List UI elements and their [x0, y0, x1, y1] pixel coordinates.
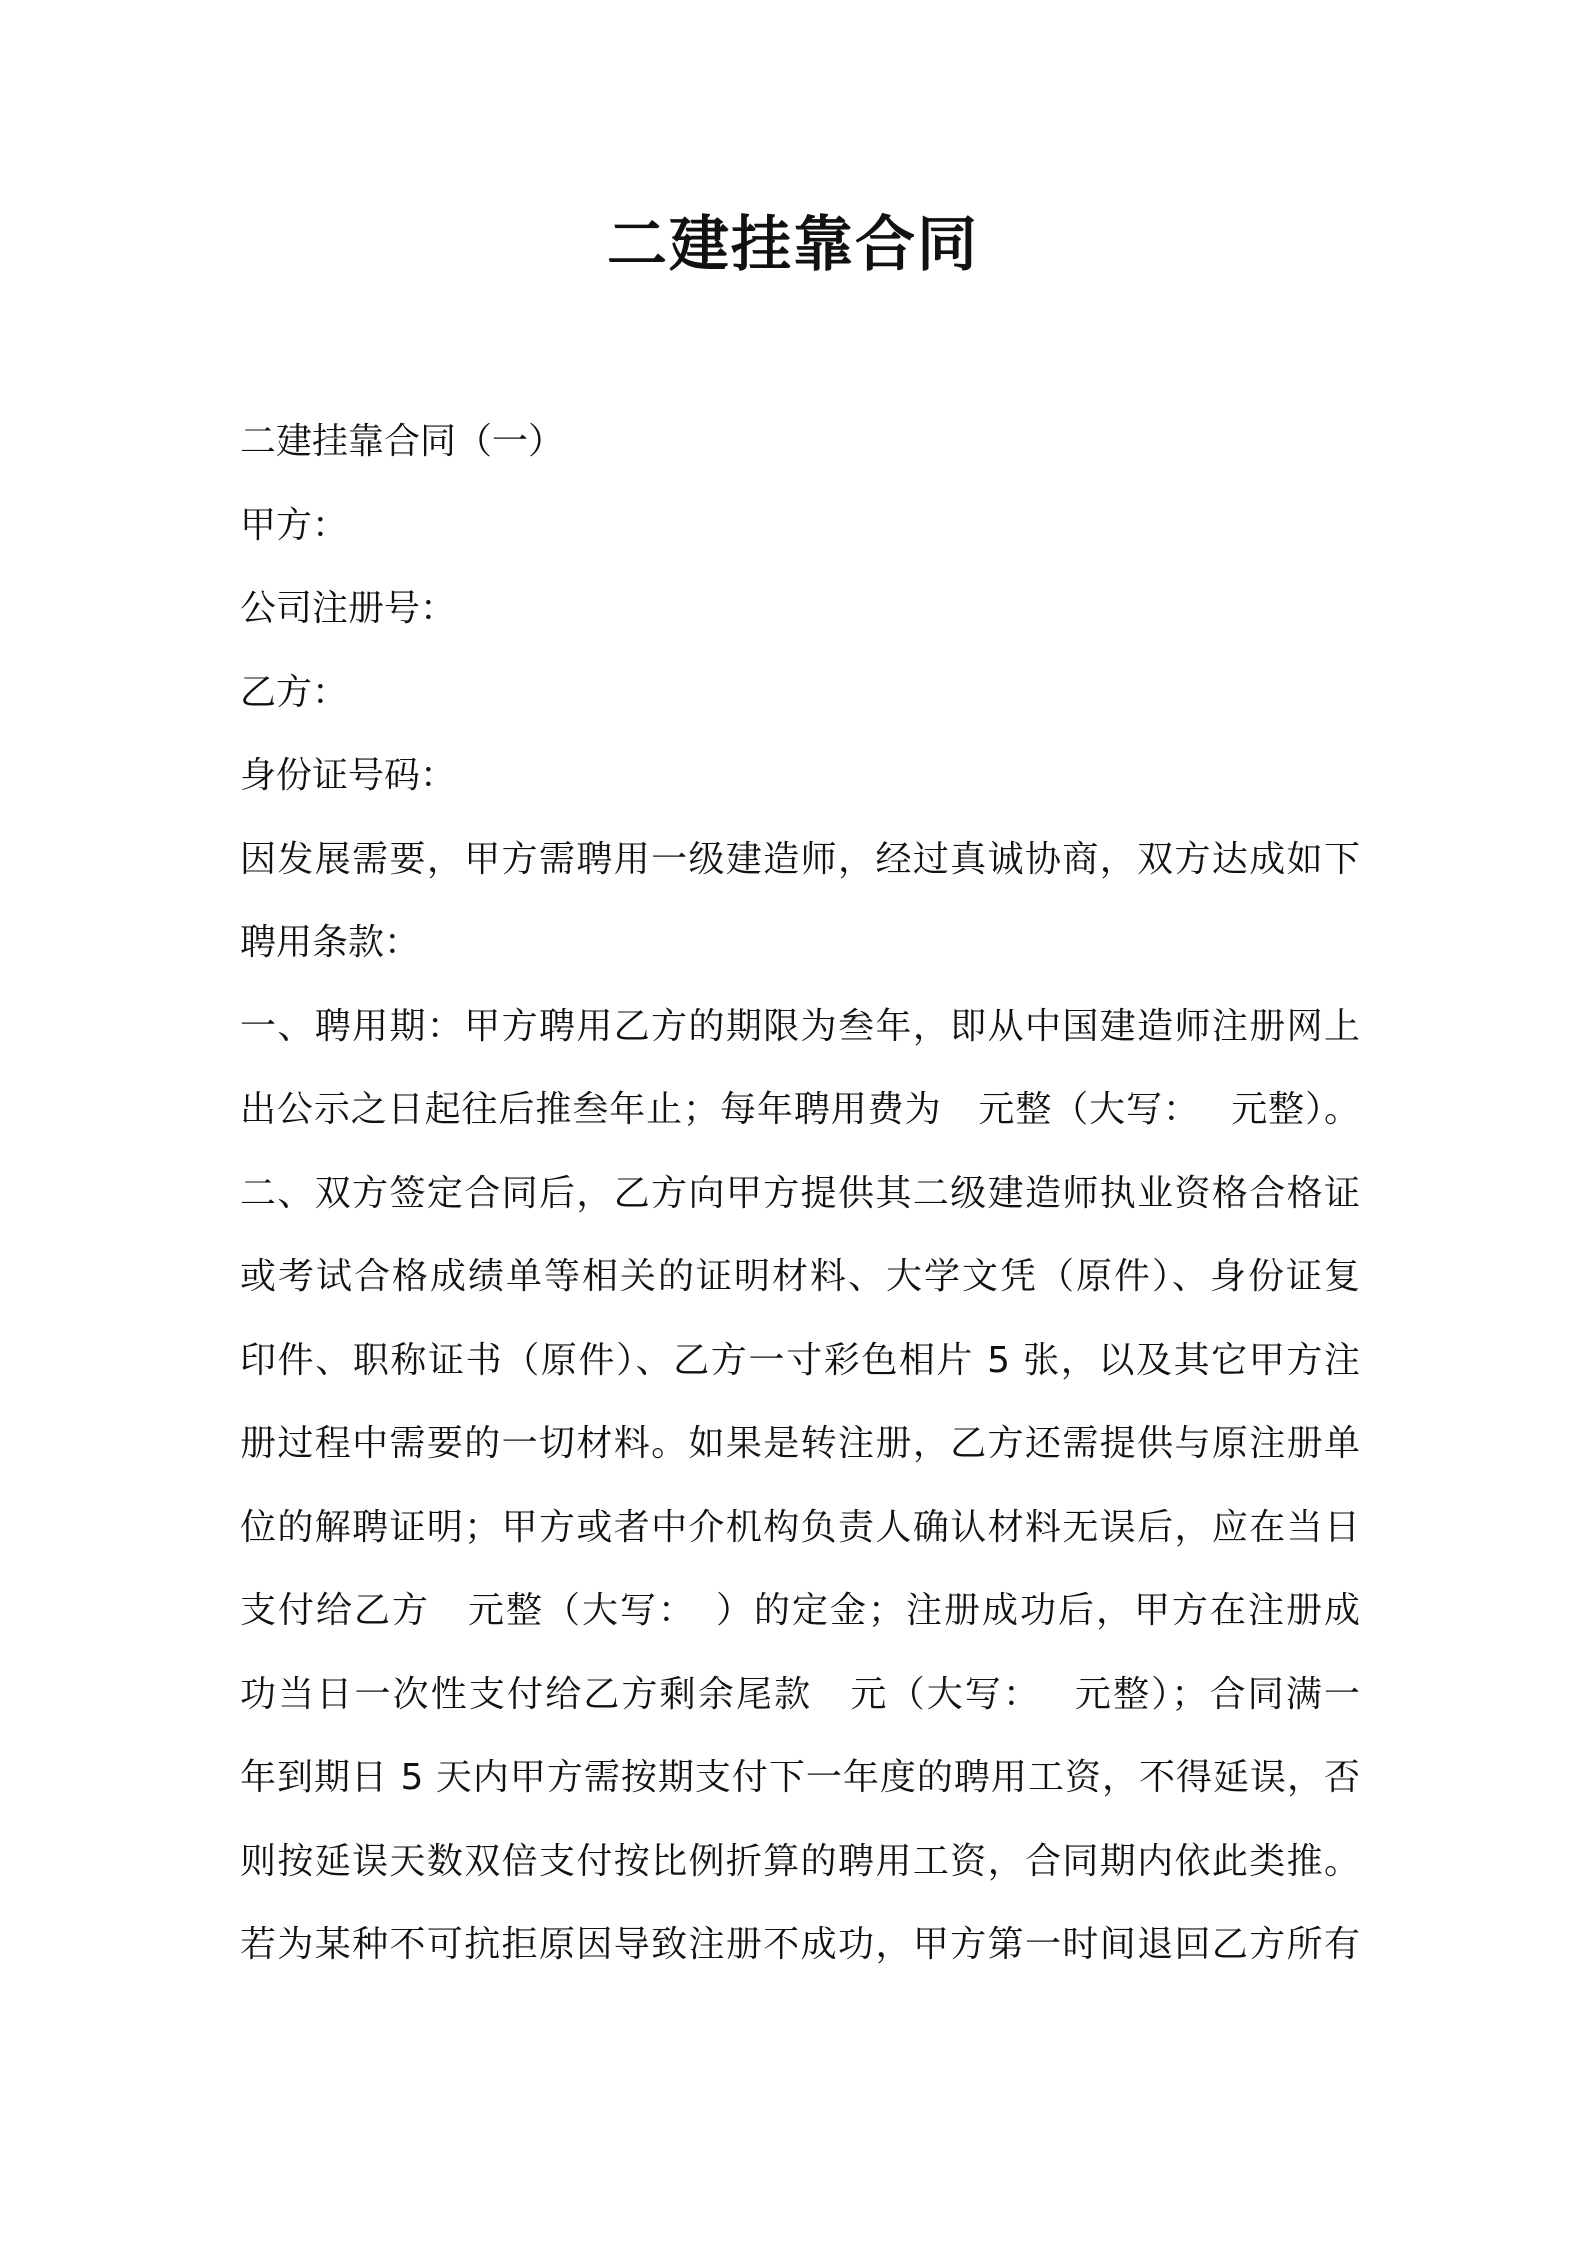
paragraph-line: 册过程中需要的一切材料。如果是转注册，乙方还需提供与原注册单 — [240, 1423, 1360, 1464]
paragraph-line: 聘用条款： — [240, 922, 421, 963]
section-heading: 二建挂靠合同（一） — [240, 421, 565, 462]
id-number-field: 身份证号码： — [240, 755, 457, 796]
paragraph-line: 或考试合格成绩单等相关的证明材料、大学文凭（原件）、身份证复 — [240, 1256, 1360, 1297]
paragraph-line: 印件、职称证书（原件）、乙方一寸彩色相片 5 张，以及其它甲方注 — [240, 1339, 1360, 1381]
party-b-field: 乙方： — [240, 671, 349, 713]
paragraph-line: 二、双方签定合同后，乙方向甲方提供其二级建造师执业资格合格证 — [240, 1172, 1360, 1214]
paragraph-line: 支付给乙方 元整（大写： ）的定金；注册成功后，甲方在注册成 — [240, 1590, 1360, 1631]
party-a-field: 甲方： — [240, 504, 349, 546]
document-title: 二建挂靠合同 — [607, 210, 979, 280]
paragraph-line: 年到期日 5 天内甲方需按期支付下一年度的聘用工资，不得延误，否 — [240, 1757, 1360, 1798]
company-registration-field: 公司注册号： — [240, 588, 457, 629]
paragraph-line: 一、聘用期：甲方聘用乙方的期限为叁年，即从中国建造师注册网上 — [240, 1005, 1360, 1047]
paragraph-line: 出公示之日起往后推叁年止；每年聘用费为 元整（大写： 元整）。 — [240, 1089, 1360, 1130]
paragraph-line: 因发展需要，甲方需聘用一级建造师，经过真诚协商，双方达成如下 — [240, 838, 1360, 880]
paragraph-line: 功当日一次性支付给乙方剩余尾款 元（大写： 元整）；合同满一 — [240, 1673, 1360, 1715]
paragraph-line: 若为某种不可抗拒原因导致注册不成功，甲方第一时间退回乙方所有 — [240, 1924, 1360, 1965]
paragraph-line: 则按延误天数双倍支付按比例折算的聘用工资，合同期内依此类推。 — [240, 1840, 1360, 1882]
paragraph-line: 位的解聘证明；甲方或者中介机构负责人确认材料无误后，应在当日 — [240, 1506, 1360, 1548]
document-body — [240, 400, 1360, 1987]
